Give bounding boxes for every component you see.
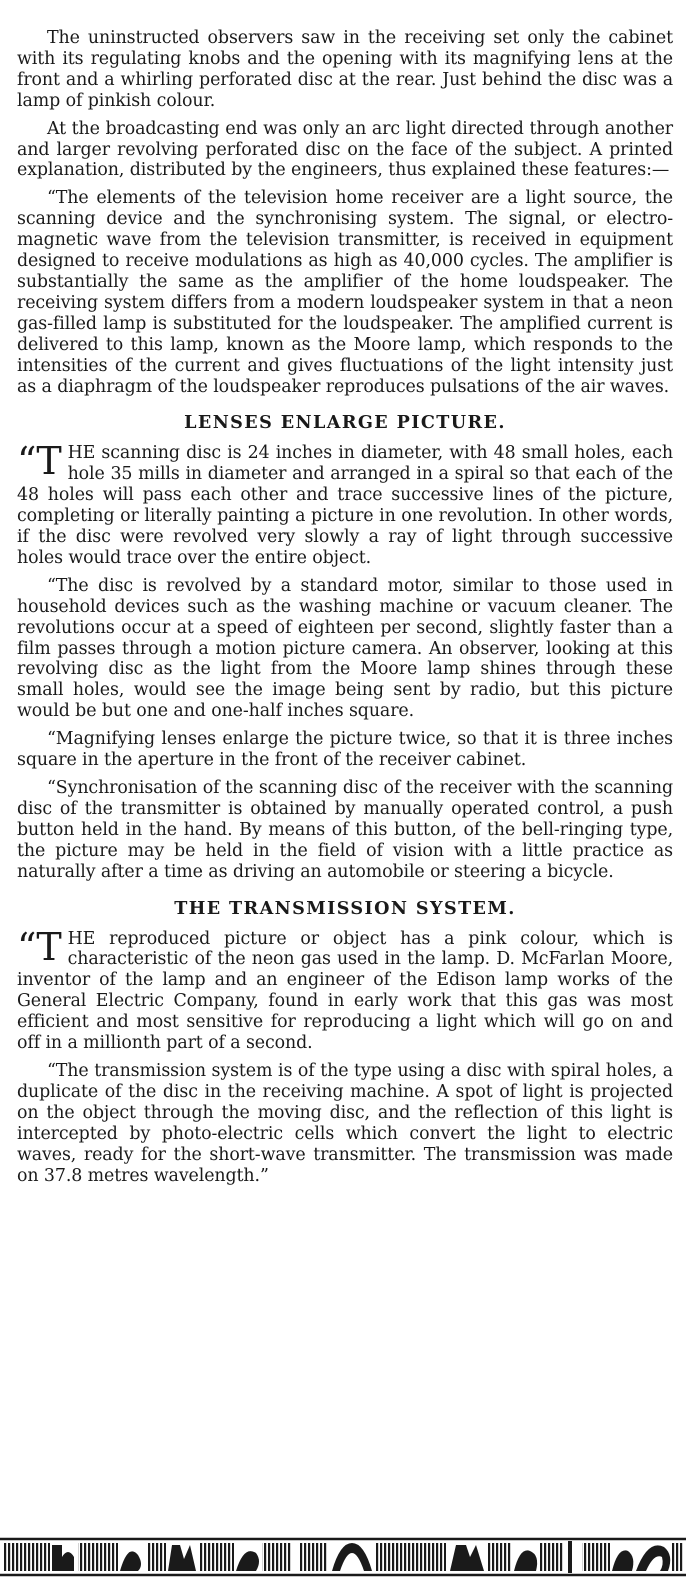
section1-paragraph-4: “Synchronisation of the scanning disc of the receiver with the scanning disc of the transmitter is obtained by manually operated control, a push button held in the hand. By means of this button, of the bell-ringing type, the picture may be held in the field of vision with a little practice as naturally after a time as driving an automobile or steering a bicycle. xyxy=(17,778,673,882)
ornament-segment-3 xyxy=(300,1543,446,1571)
section1-drop-cap xyxy=(17,439,62,484)
section1-lead-paragraph xyxy=(17,439,673,568)
section-heading-lenses: LENSES ENLARGE PICTURE. xyxy=(184,412,506,434)
article-column xyxy=(17,28,673,1193)
section2-open-quote: “ xyxy=(17,924,37,969)
intro-paragraph-3: “The elements of the television home receiver are a light source, the scanning device and the synchronising system. The signal, or electro-magnetic wave from the television transmitter, is received in equipment designed to receive modulations as high as 40,000 cycles. The amplifier is substantially the same as the amplifier of the home loudspeaker. The receiving system differs from a modern loudspeaker system in that a neon gas-filled lamp is substituted for the loudspeaker. The amplified current is delivered to this lamp, known as the Moore lamp, which responds to the intensities of the current and gives fluctuations of the light intensity just as a diaphragm of the loudspeaker reproduces pulsations of the air waves. xyxy=(17,188,673,397)
section2-lead-paragraph xyxy=(17,924,673,1054)
intro-paragraph-2: At the broadcasting end was only an arc light directed through another and larger revolving perforated disc on the face of the subject. A printed explanation, distributed by the engineers, thus explained these features:— xyxy=(17,118,673,181)
ornament-segment-4 xyxy=(450,1541,572,1573)
ornament-segment-1 xyxy=(4,1543,141,1571)
section2-lead-text: HE reproduced picture or object has a pink colour, which is characteristic of the neon gas used in the lamp. D. McFarlan Moore, inventor of the lamp and an engineer of the Edison lamp works of the General Electric Company, found in early work that this gas was most efficient and most sensitive for reproducing a light which will go on and off in a millionth part of a second. xyxy=(17,928,673,1054)
ornamental-border xyxy=(0,1537,686,1577)
section1-paragraph-2: “The disc is revolved by a standard motor, similar to those used in household devices such as the washing machine or vacuum cleaner. The revolutions occur at a speed of eighteen per second, slightly faster than a film passes through a motion picture camera. An observer, looking at this revolving disc as the light from the Moore lamp shines through these small holes, would see the image being sent by radio, but this picture would be but one and one-half inches square. xyxy=(17,575,673,722)
ornament-segment-2 xyxy=(148,1543,292,1571)
section1-paragraph-3: “Magnifying lenses enlarge the picture twice, so that it is three inches square in the aperture in the front of the receiver cabinet. xyxy=(17,729,673,771)
intro-paragraph-1: The uninstructed observers saw in the receiving set only the cabinet with its regulating knobs and the opening with its magnifying lens at the front and a whirling perforated disc at the rear. Just behind the disc was a lamp of pinkish colour. xyxy=(17,28,673,111)
section2-paragraph-2: “The transmission system is of the type using a disc with spiral holes, a duplicate of the disc in the receiving machine. A spot of light is projected on the object through the moving disc, and the reflection of this light is intercepted by photo-electric cells which convert the light to electric waves, ready for the short-wave transmitter. The transmission was made on 37.8 metres wavelength.” xyxy=(17,1060,673,1186)
section1-cap-letter: T xyxy=(36,439,62,484)
section2-cap-letter: T xyxy=(36,924,62,969)
ornament-segment-5 xyxy=(582,1543,684,1571)
section2-drop-cap xyxy=(17,924,62,969)
section1-lead-text: HE scanning disc is 24 inches in diameter, with 48 small holes, each hole 35 mills in diameter and arranged in a spiral so that each of the 48 holes will pass each other and trace successive lines of the picture, completing or literally painting a picture in one revolution. In other words, if the disc were revolved very slowly a ray of light through successive holes would trace over the entire object. xyxy=(17,443,673,568)
section-heading-transmission: THE TRANSMISSION SYSTEM. xyxy=(174,897,516,919)
section1-open-quote: “ xyxy=(17,439,37,484)
